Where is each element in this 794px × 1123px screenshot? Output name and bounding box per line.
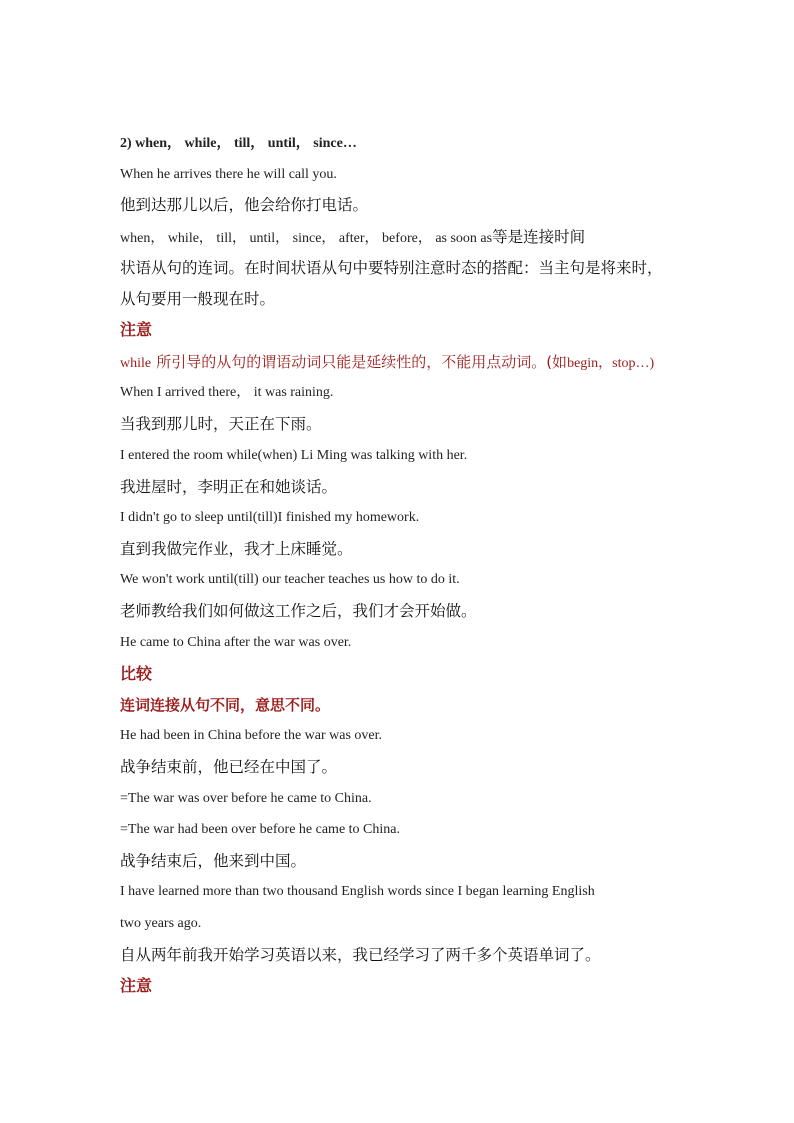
example-5-chinese: 老师教给我们如何做这工作之后，我们才会开始做。 [120, 602, 477, 620]
compare-heading: 比较 [120, 664, 153, 683]
example-2-chinese: 当我到那儿时，天正在下雨。 [120, 415, 322, 433]
note-1-tail: begin，stop…) [567, 356, 655, 371]
example-2-english: When I arrived there， it was raining. [120, 385, 334, 400]
explanation-line-1 [120, 227, 585, 249]
example-9-english-line-1: I have learned more than two thousand English words since I began learning English [120, 884, 595, 899]
compare-subheading: 连词连接从句不同，意思不同。 [120, 696, 331, 714]
example-1-chinese: 他到达那儿以后，他会给你打电话。 [120, 196, 369, 214]
example-6-english: He came to China after the war was over. [120, 635, 352, 650]
explanation-line-2: 状语从句的连词。在时间状语从句中要特别注意时态的搭配：当主句是将来时， [120, 259, 663, 277]
conjunction-list: when， while， till， until， since， after， before， as soon as [120, 231, 493, 246]
note-1-chinese: 所引导的从句的谓语动词只能是延续性的，不能用点动词。(如 [156, 353, 568, 371]
note-1-text [120, 352, 654, 374]
note-1-while: while [120, 356, 152, 371]
example-5-english: We won't work until(till) our teacher teaches us how to do it. [120, 572, 460, 587]
example-7-english: He had been in China before the war was over. [120, 728, 383, 743]
note-heading-2: 注意 [120, 976, 153, 995]
explanation-line-3: 从句要用一般现在时。 [120, 290, 276, 308]
example-3-chinese: 我进屋时，李明正在和她谈话。 [120, 478, 338, 496]
section-title: 2) when， while， till， until， since… [120, 136, 357, 151]
note-heading-1: 注意 [120, 320, 153, 339]
example-8-chinese: 战争结束后，他来到中国。 [120, 852, 307, 870]
example-9-chinese: 自从两年前我开始学习英语以来，我已经学习了两千多个英语单词了。 [120, 946, 601, 964]
example-4-english: I didn't go to sleep until(till)I finished my homework. [120, 510, 420, 525]
example-8-english-2: =The war had been over before he came to China. [120, 822, 400, 837]
example-3-english: I entered the room while(when) Li Ming was talking with her. [120, 448, 468, 463]
example-1-english: When he arrives there he will call you. [120, 167, 337, 182]
explanation-line-1-chinese: 等是连接时间 [492, 228, 586, 246]
example-4-chinese: 直到我做完作业，我才上床睡觉。 [120, 540, 353, 558]
example-9-english-line-2: two years ago. [120, 916, 202, 931]
example-7-chinese: 战争结束前，他已经在中国了。 [120, 758, 338, 776]
example-8-english-1: =The war was over before he came to China. [120, 791, 372, 806]
